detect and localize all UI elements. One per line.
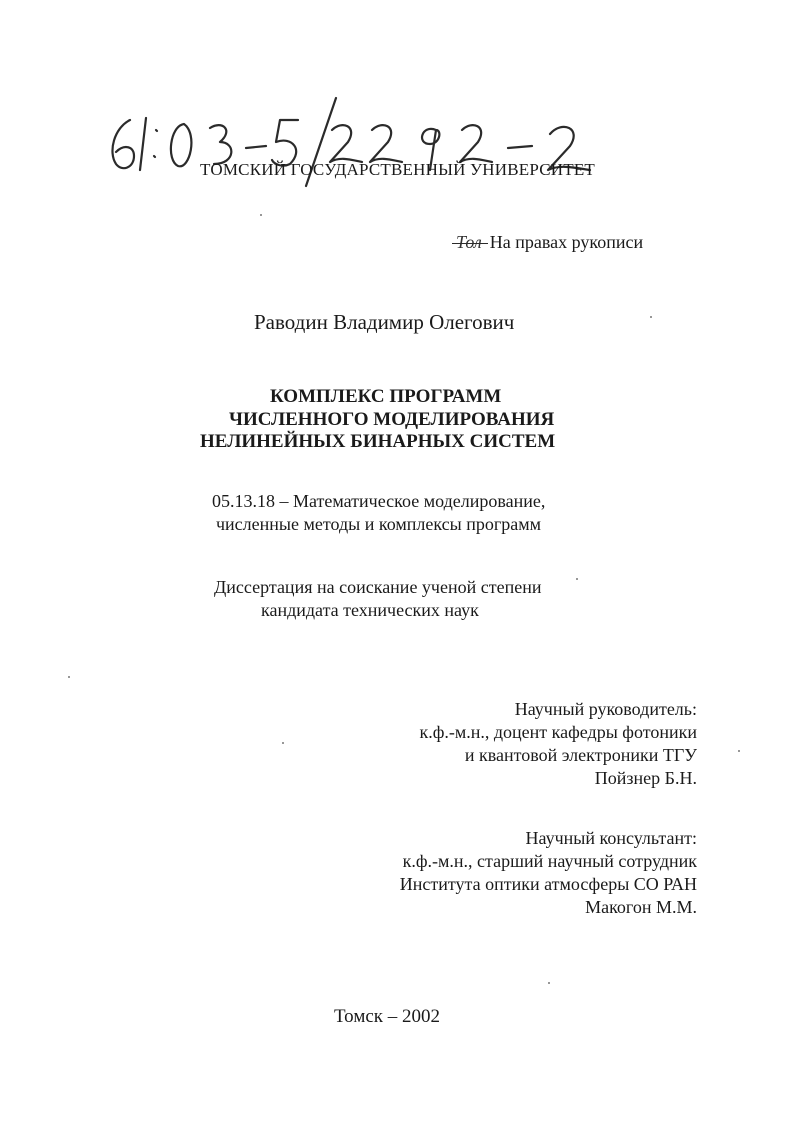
consultant-heading: Научный консультант: <box>525 828 697 848</box>
consultant-name: Макогон М.М. <box>585 897 697 917</box>
consultant-block <box>400 827 697 919</box>
scan-speck <box>282 742 284 744</box>
supervisor-line: к.ф.-м.н., доцент кафедры фотоники <box>419 722 697 742</box>
rights-note <box>456 232 643 253</box>
struck-handwritten-mark: Тол <box>456 232 482 252</box>
degree-line: Диссертация на соискание ученой степени <box>214 577 542 597</box>
city-year: Томск – 2002 <box>334 1006 441 1027</box>
specialty-line: 05.13.18 – Математическое моделирование, <box>212 491 546 511</box>
scan-speck <box>68 676 70 678</box>
author-name: Раводин Владимир Олегович <box>254 310 515 334</box>
handwritten-archive-number <box>100 90 620 200</box>
supervisor-block <box>419 698 697 790</box>
supervisor-name: Пойзнер Б.Н. <box>594 768 697 788</box>
title-line: ЧИСЛЕННОГО МОДЕЛИРОВАНИЯ <box>229 408 555 430</box>
dissertation-title <box>200 386 580 454</box>
consultant-line: Института оптики атмосферы СО РАН <box>399 874 697 894</box>
scan-speck <box>738 750 740 752</box>
supervisor-heading: Научный руководитель: <box>514 699 697 719</box>
university-name: ТОМСКИЙ ГОСУДАРСТВЕННЫЙ УНИВЕРСИТЕТ <box>200 160 595 179</box>
scan-speck <box>260 214 262 216</box>
scan-speck <box>576 578 578 580</box>
specialty-line: численные методы и комплексы программ <box>216 514 542 534</box>
scan-speck <box>548 982 550 984</box>
supervisor-line: и квантовой электроники ТГУ <box>464 745 697 765</box>
scan-speck <box>650 316 652 318</box>
specialty-code <box>212 490 545 536</box>
title-line: НЕЛИНЕЙНЫХ БИНАРНЫХ СИСТЕМ <box>200 431 556 452</box>
degree-statement <box>214 576 541 622</box>
handwritten-number-drawing <box>100 90 620 200</box>
degree-line: кандидата технических наук <box>261 600 479 620</box>
title-line: КОМПЛЕКС ПРОГРАММ <box>270 386 502 407</box>
consultant-line: к.ф.-м.н., старший научный сотрудник <box>402 851 697 871</box>
rights-note-text: На правах рукописи <box>489 232 644 252</box>
